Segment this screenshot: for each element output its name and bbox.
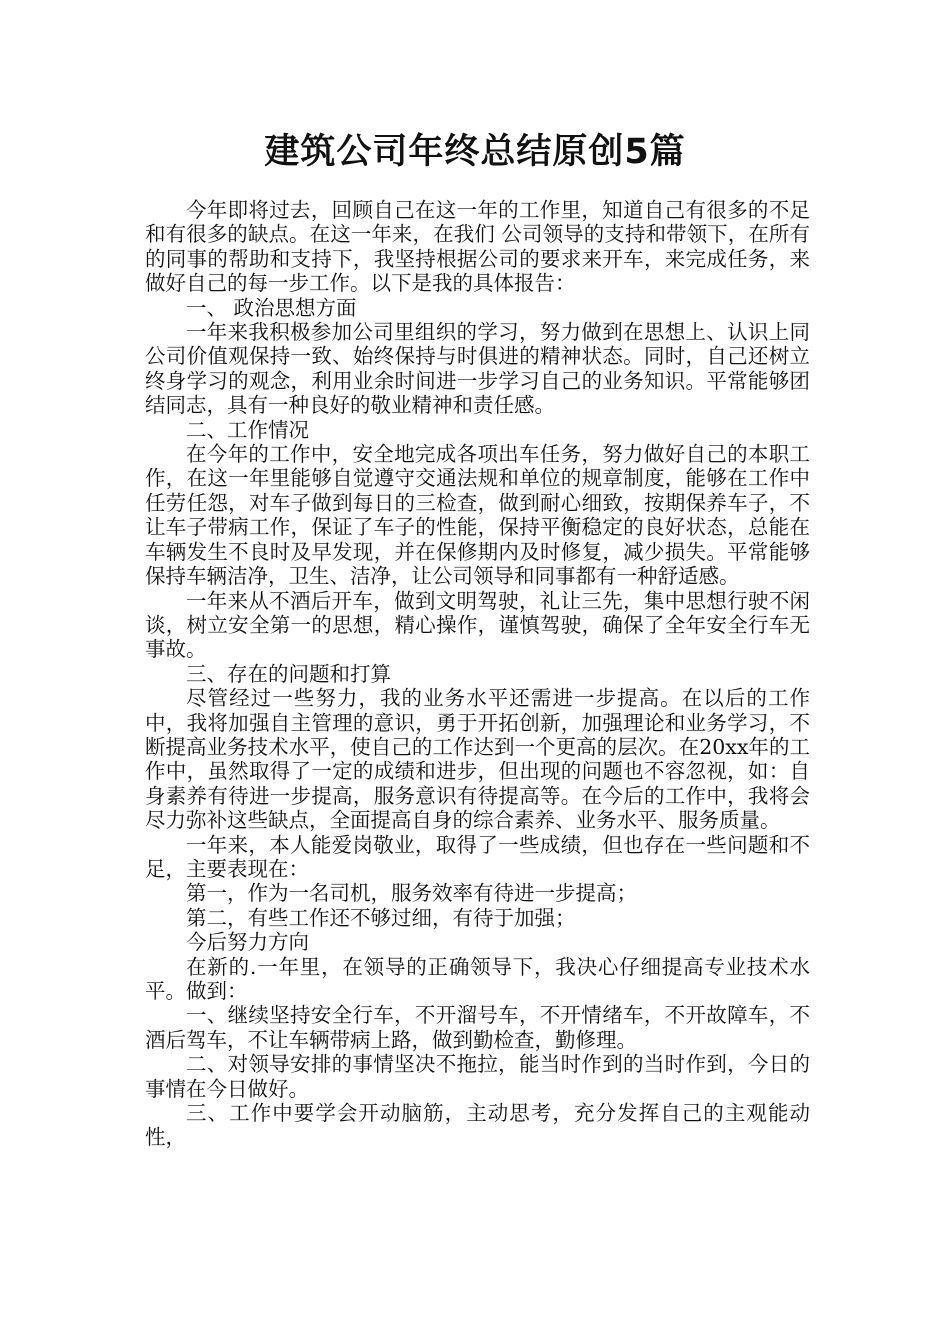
section-heading-direction: 今后努力方向 (186, 930, 309, 955)
document-body (145, 198, 810, 1150)
section-heading-politics: 一、 政治思想方面 (186, 295, 357, 320)
paragraph-politics: 一年来我积极参加公司里组织的学习，努力做到在思想上、认识上同公司价值观保持一致、始终保持与时俱进的精神状态。同时，自己还树立终身学习的观念，利用业余时间进一步学习自己的业务知识。平常能够团结同志，具有一种良好的敬业精神和责任感。 (145, 320, 810, 418)
section-heading-problems: 三、存在的问题和打算 (186, 661, 391, 686)
document-title: 建筑公司年终总结原创5篇 (264, 132, 686, 172)
paragraph-direction: 在新的.一年里，在领导的正确领导下，我决心仔细提高专业技术水平。做到： (145, 954, 810, 1003)
list-item-goal-3: 三、工作中要学会开动脑筋，主动思考，充分发挥自己的主观能动性， (145, 1101, 810, 1150)
paragraph-safety: 一年来从不酒后开车，做到文明驾驶，礼让三先，集中思想行驶不闲谈，树立安全第一的思想，精心操作，谨慎驾驶，确保了全年安全行车无事故。 (145, 588, 810, 662)
paragraph-problems: 尽管经过一些努力，我的业务水平还需进一步提高。在以后的工作中，我将加强自主管理的意识，勇于开拓创新，加强理论和业务学习，不断提高业务技术水平，使自己的工作达到一个更高的层次。在20xx年的工作中，虽然取得了一定的成绩和进步，但出现的问题也不容忽视，如：自身素养有待进一步提高，服务意识有待提高等。在今后的工作中，我将会尽力弥补这些缺点，全面提高自身的综合素养、业务水平、服务质量。 (145, 686, 810, 833)
list-item-second: 第二，有些工作还不够过细，有待于加强； (186, 905, 576, 930)
paragraph-work: 在今年的工作中，安全地完成各项出车任务，努力做好自己的本职工作，在这一年里能够自觉遵守交通法规和单位的规章制度，能够在工作中任劳任怨，对车子做到每日的三检查，做到耐心细致，按期保养车子，不让车子带病工作，保证了车子的性能，保持平衡稳定的良好状态，总能在车辆发生不良时及早发现，并在保修期内及时修复，减少损失。平常能够保持车辆洁净，卫生、洁净，让公司领导和同事都有一种舒适感。 (145, 442, 810, 589)
section-heading-work: 二、工作情况 (186, 417, 309, 442)
paragraph-intro: 今年即将过去，回顾自己在这一年的工作里，知道自己有很多的不足和有很多的缺点。在这一年来，在我们 公司领导的支持和带领下，在所有的同事的帮助和支持下，我坚持根据公司的要求来开车，来完成任务，来做好自己的每一步工作。以下是我的具体报告： (145, 198, 810, 296)
paragraph-shortcomings: 一年来，本人能爱岗敬业，取得了一些成绩，但也存在一些问题和不足，主要表现在： (145, 832, 810, 881)
list-item-goal-1: 一、继续坚持安全行车，不开溜号车，不开情绪车，不开故障车，不酒后驾车，不让车辆带病上路，做到勤检查，勤修理。 (145, 1003, 810, 1052)
list-item-goal-2: 二、对领导安排的事情坚决不拖拉，能当时作到的当时作到，今日的事情在今日做好。 (145, 1052, 810, 1101)
list-item-first: 第一，作为一名司机，服务效率有待进一步提高； (186, 881, 637, 906)
